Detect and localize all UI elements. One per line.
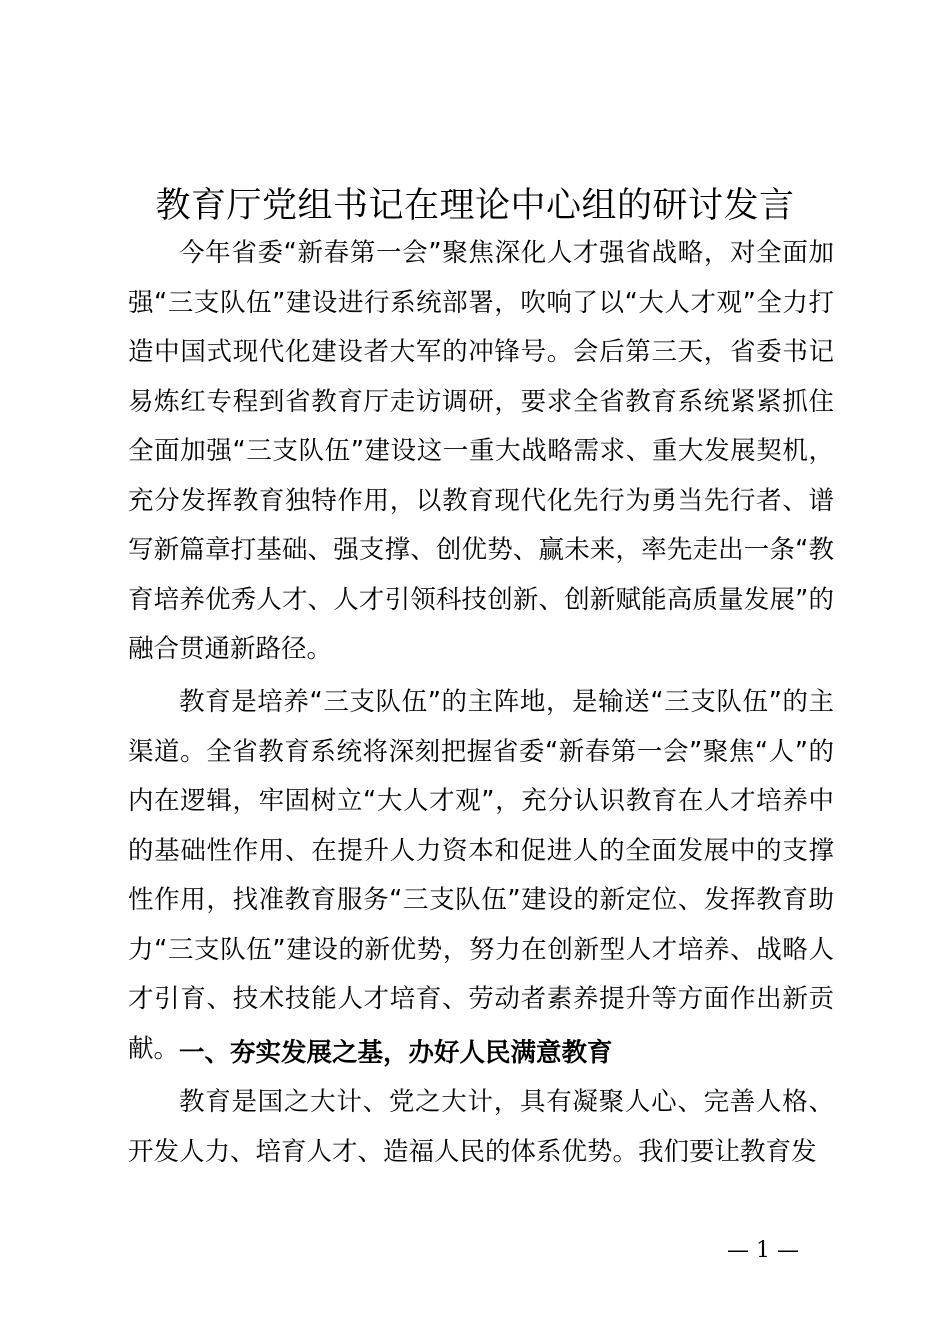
body-paragraph: 教育是培养“三支队伍”的主阵地，是输送“三支队伍”的主渠道。全省教育系统将深刻把握省委“新春第一会”聚焦“人”的内在逻辑，牢固树立“大人才观”，充分认识教育在人才培养中的基础性作用、在提升人力资本和促进人的全面发展中的支撑性作用，找准教育服务“三支队伍”建设的新定位、发挥教育助力“三支队伍”建设的新优势，努力在创新型人才培养、战略人才引育、技术技能人才培育、劳动者素养提升等方面作出新贡献。 (128, 687, 834, 1064)
section-heading: 一、夯实发展之基，办好人民满意教育 (179, 1038, 613, 1068)
document-title: 教育厅党组书记在理论中心组的研讨发言 (155, 186, 795, 226)
body-paragraph: 今年省委“新春第一会”聚焦深化人才强省战略，对全面加强“三支队伍”建设进行系统部署，吹响了以“大人才观”全力打造中国式现代化建设者大军的冲锋号。会后第三天，省委书记易炼红专程到省教育厅走访调研，要求全省教育系统紧紧抓住全面加强“三支队伍”建设这一重大战略需求、重大发展契机，充分发挥教育独特作用，以教育现代化先行为勇当先行者、谱写新篇章打基础、强支撑、创优势、赢未来，率先走出一条“教育培养优秀人才、人才引领科技创新、创新赋能高质量发展”的融合贯通新路径。 (128, 238, 834, 664)
page-number: — 1 — (727, 1238, 799, 1263)
body-paragraph: 教育是国之大计、党之大计，具有凝聚人心、完善人格、开发人力、培育人才、造福人民的体系优势。我们要让教育发 (128, 1087, 834, 1167)
